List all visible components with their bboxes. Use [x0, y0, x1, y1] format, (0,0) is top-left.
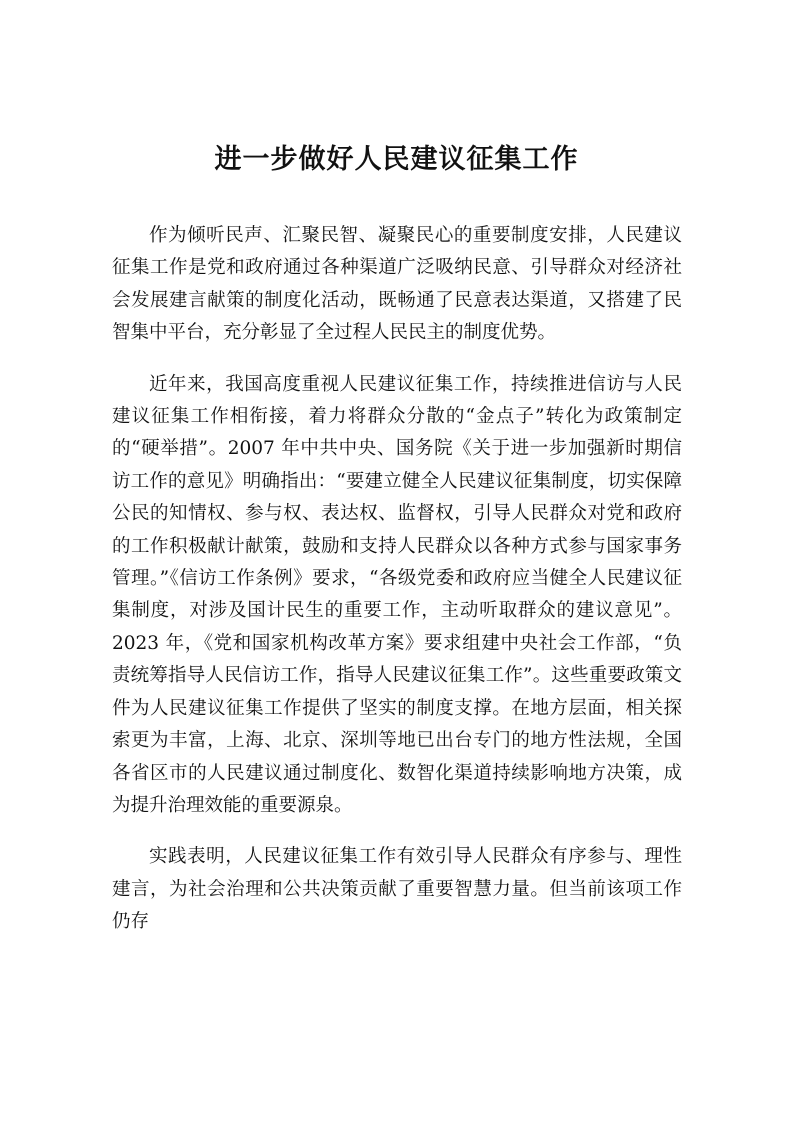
document-title: 进一步做好人民建议征集工作 — [214, 144, 579, 175]
document-body — [112, 220, 682, 958]
paragraph-3: 实践表明，人民建议征集工作有效引导人民群众有序参与、理性建言，为社会治理和公共决策贡献了重要智慧力量。但当前该项工作仍存 — [112, 846, 682, 933]
paragraph-2: 近年来，我国高度重视人民建议征集工作，持续推进信访与人民建议征集工作相衔接，着力将群众分散的“金点子”转化为政策制定的“硬举措”。2007 年中共中央、国务院《关于进一步加强新时期信访工作的意见》明确指出：“要建立健全人民建议征集制度，切实保障公民的知情权、参与权、表达权、监督权，引导人民群众对党和政府的工作积极献计献策，鼓励和支持人民群众以各种方式参与国家事务管理。”《信访工作条例》要求，“各级党委和政府应当健全人民建议征集制度，对涉及国计民生的重要工作，主动听取群众的建议意见”。2023 年，《党和国家机构改革方案》要求组建中央社会工作部，“负责统筹指导人民信访工作，指导人民建议征集工作”。这些重要政策文件为人民建议征集工作提供了坚实的制度支撑。在地方层面，相关探索更为丰富，上海、北京、深圳等地已出台专门的地方性法规，全国各省区市的人民建议通过制度化、数智化渠道持续影响地方决策，成为提升治理效能的重要源泉。 — [112, 373, 683, 816]
paragraph-1: 作为倾听民声、汇聚民智、凝聚民心的重要制度安排，人民建议征集工作是党和政府通过各种渠道广泛吸纳民意、引导群众对经济社会发展建言献策的制度化活动，既畅通了民意表达渠道，又搭建了民智集中平台，充分彰显了全过程人民民主的制度优势。 — [112, 225, 682, 344]
